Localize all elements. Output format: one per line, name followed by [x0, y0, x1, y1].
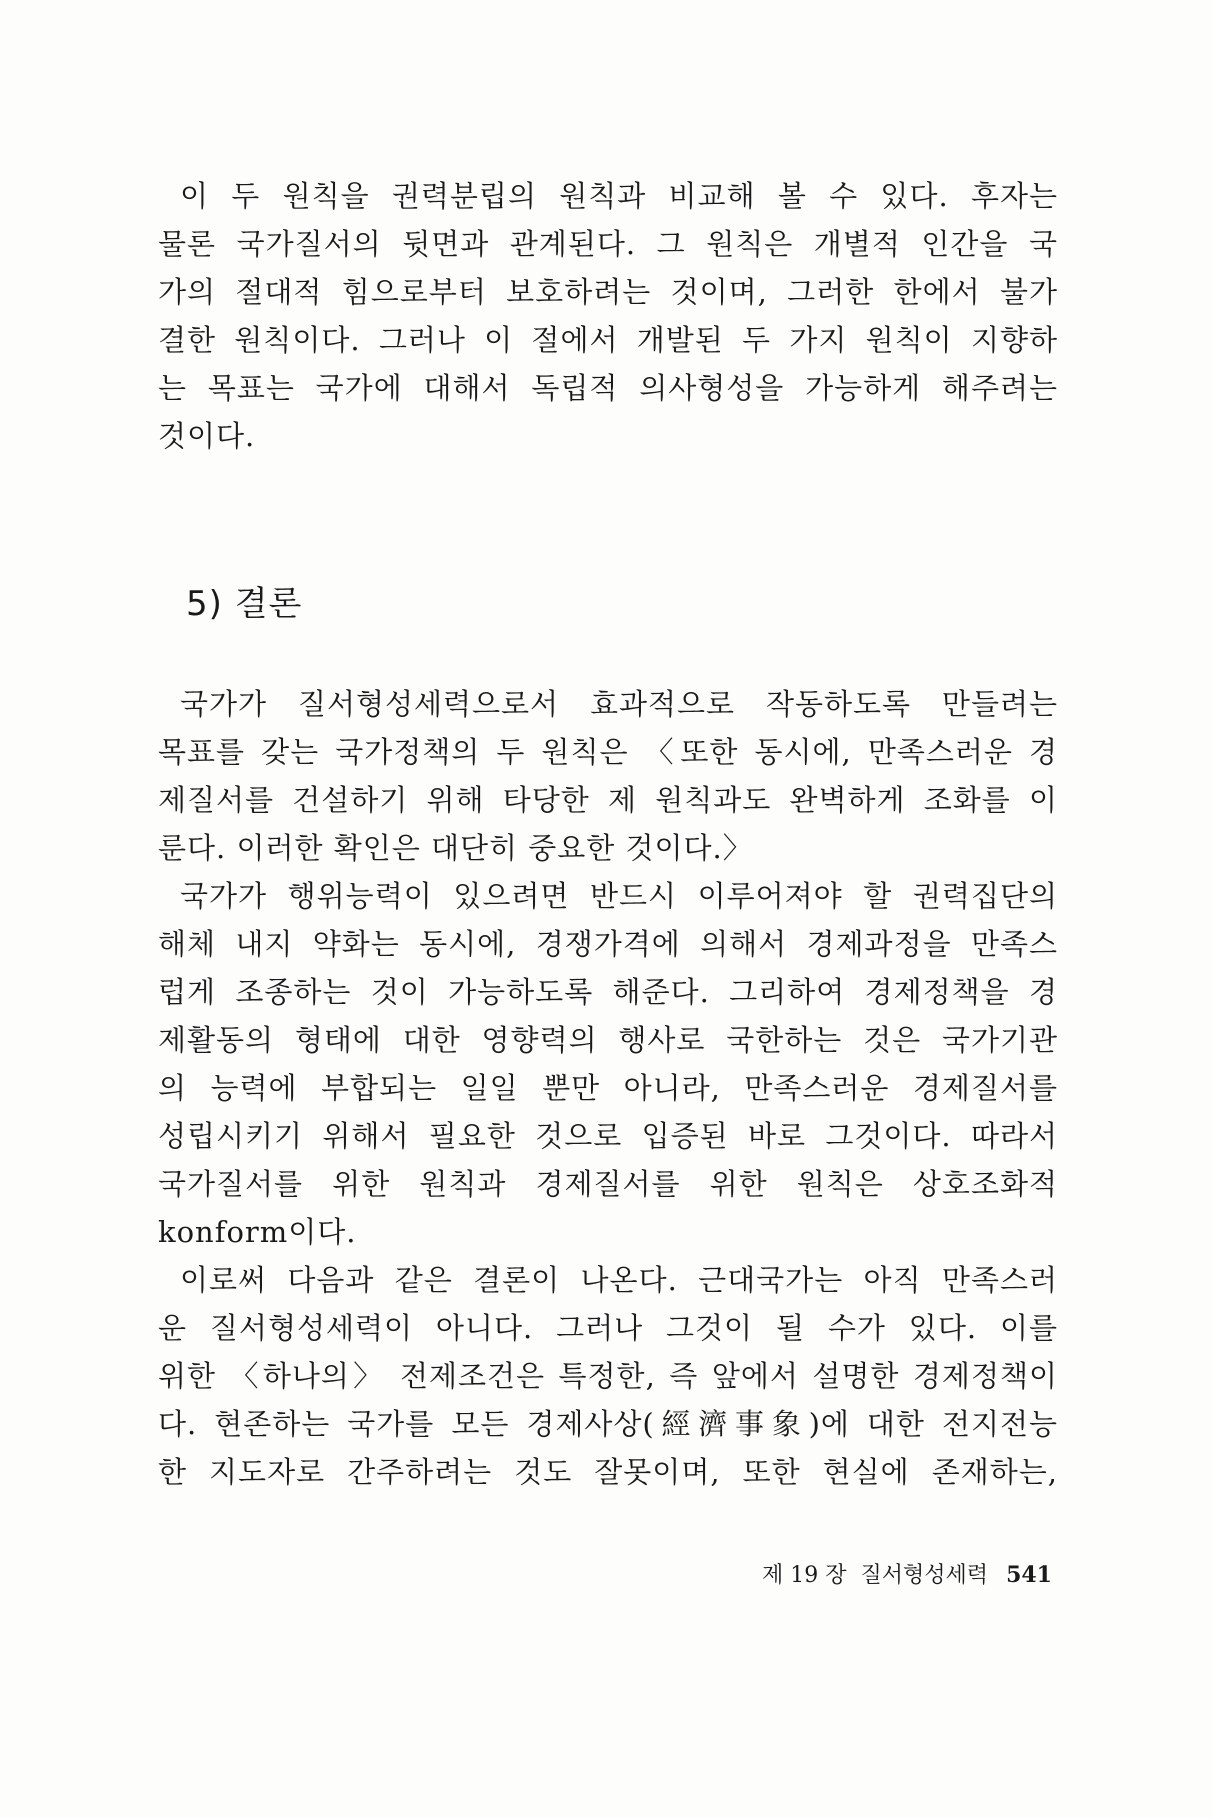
text-line: 결한 원칙이다. 그러나 이 절에서 개발된 두 가지 원칙이 지향하: [158, 323, 1058, 357]
text-line: 위한 〈하나의〉 전제조건은 특정한, 즉 앞에서 설명한 경제정책이: [158, 1359, 1058, 1393]
text-line: 가의 절대적 힘으로부터 보호하려는 것이며, 그러한 한에서 불가: [158, 275, 1058, 309]
text-line: 이 두 원칙을 권력분립의 원칙과 비교해 볼 수 있다. 후자는: [180, 179, 1058, 213]
text-line: 국가질서를 위한 원칙과 경제질서를 위한 원칙은 상호조화적: [158, 1167, 1058, 1201]
text-line: 다. 현존하는 국가를 모든 경제사상(經濟事象)에 대한 전지전능: [158, 1407, 1058, 1441]
page-number: 541: [1006, 1562, 1052, 1588]
text-line: 물론 국가질서의 뒷면과 관계된다. 그 원칙은 개별적 인간을 국: [158, 227, 1058, 261]
text-line: 제활동의 형태에 대한 영향력의 행사로 국한하는 것은 국가기관: [158, 1023, 1058, 1057]
text-line: 는 목표는 국가에 대해서 독립적 의사형성을 가능하게 해주려는: [158, 371, 1058, 405]
text-line: konform이다.: [158, 1215, 357, 1249]
paragraph-2: [158, 680, 1058, 1496]
section-heading: 5) 결론: [186, 584, 303, 624]
text-line: 성립시키기 위해서 필요한 것으로 입증된 바로 그것이다. 따라서: [158, 1119, 1058, 1153]
text-line: 해체 내지 약화는 동시에, 경쟁가격에 의해서 경제과정을 만족스: [158, 927, 1058, 961]
text-line: 국가가 행위능력이 있으려면 반드시 이루어져야 할 권력집단의: [180, 879, 1058, 913]
text-line: 럽게 조종하는 것이 가능하도록 해준다. 그리하여 경제정책을 경: [158, 975, 1058, 1009]
text-line: 룬다. 이러한 확인은 대단히 중요한 것이다.〉: [158, 831, 753, 865]
page-footer: [762, 1560, 1052, 1591]
footer-chapter: 제 19 장: [762, 1563, 847, 1588]
footer-title: 질서형성세력: [860, 1563, 989, 1588]
paragraph-1: [158, 172, 1058, 460]
text-line: 의 능력에 부합되는 일일 뿐만 아니라, 만족스러운 경제질서를: [158, 1071, 1058, 1105]
text-line: 이로써 다음과 같은 결론이 나온다. 근대국가는 아직 만족스러: [180, 1263, 1058, 1297]
text-line: 목표를 갖는 국가정책의 두 원칙은 〈또한 동시에, 만족스러운 경: [158, 735, 1058, 769]
text-line: 국가가 질서형성세력으로서 효과적으로 작동하도록 만들려는: [180, 687, 1058, 721]
text-line: 운 질서형성세력이 아니다. 그러나 그것이 될 수가 있다. 이를: [158, 1311, 1058, 1345]
text-line: 것이다.: [158, 419, 256, 453]
text-line: 제질서를 건설하기 위해 타당한 제 원칙과도 완벽하게 조화를 이: [158, 783, 1058, 817]
text-line: 한 지도자로 간주하려는 것도 잘못이며, 또한 현실에 존재하는,: [158, 1455, 1058, 1489]
